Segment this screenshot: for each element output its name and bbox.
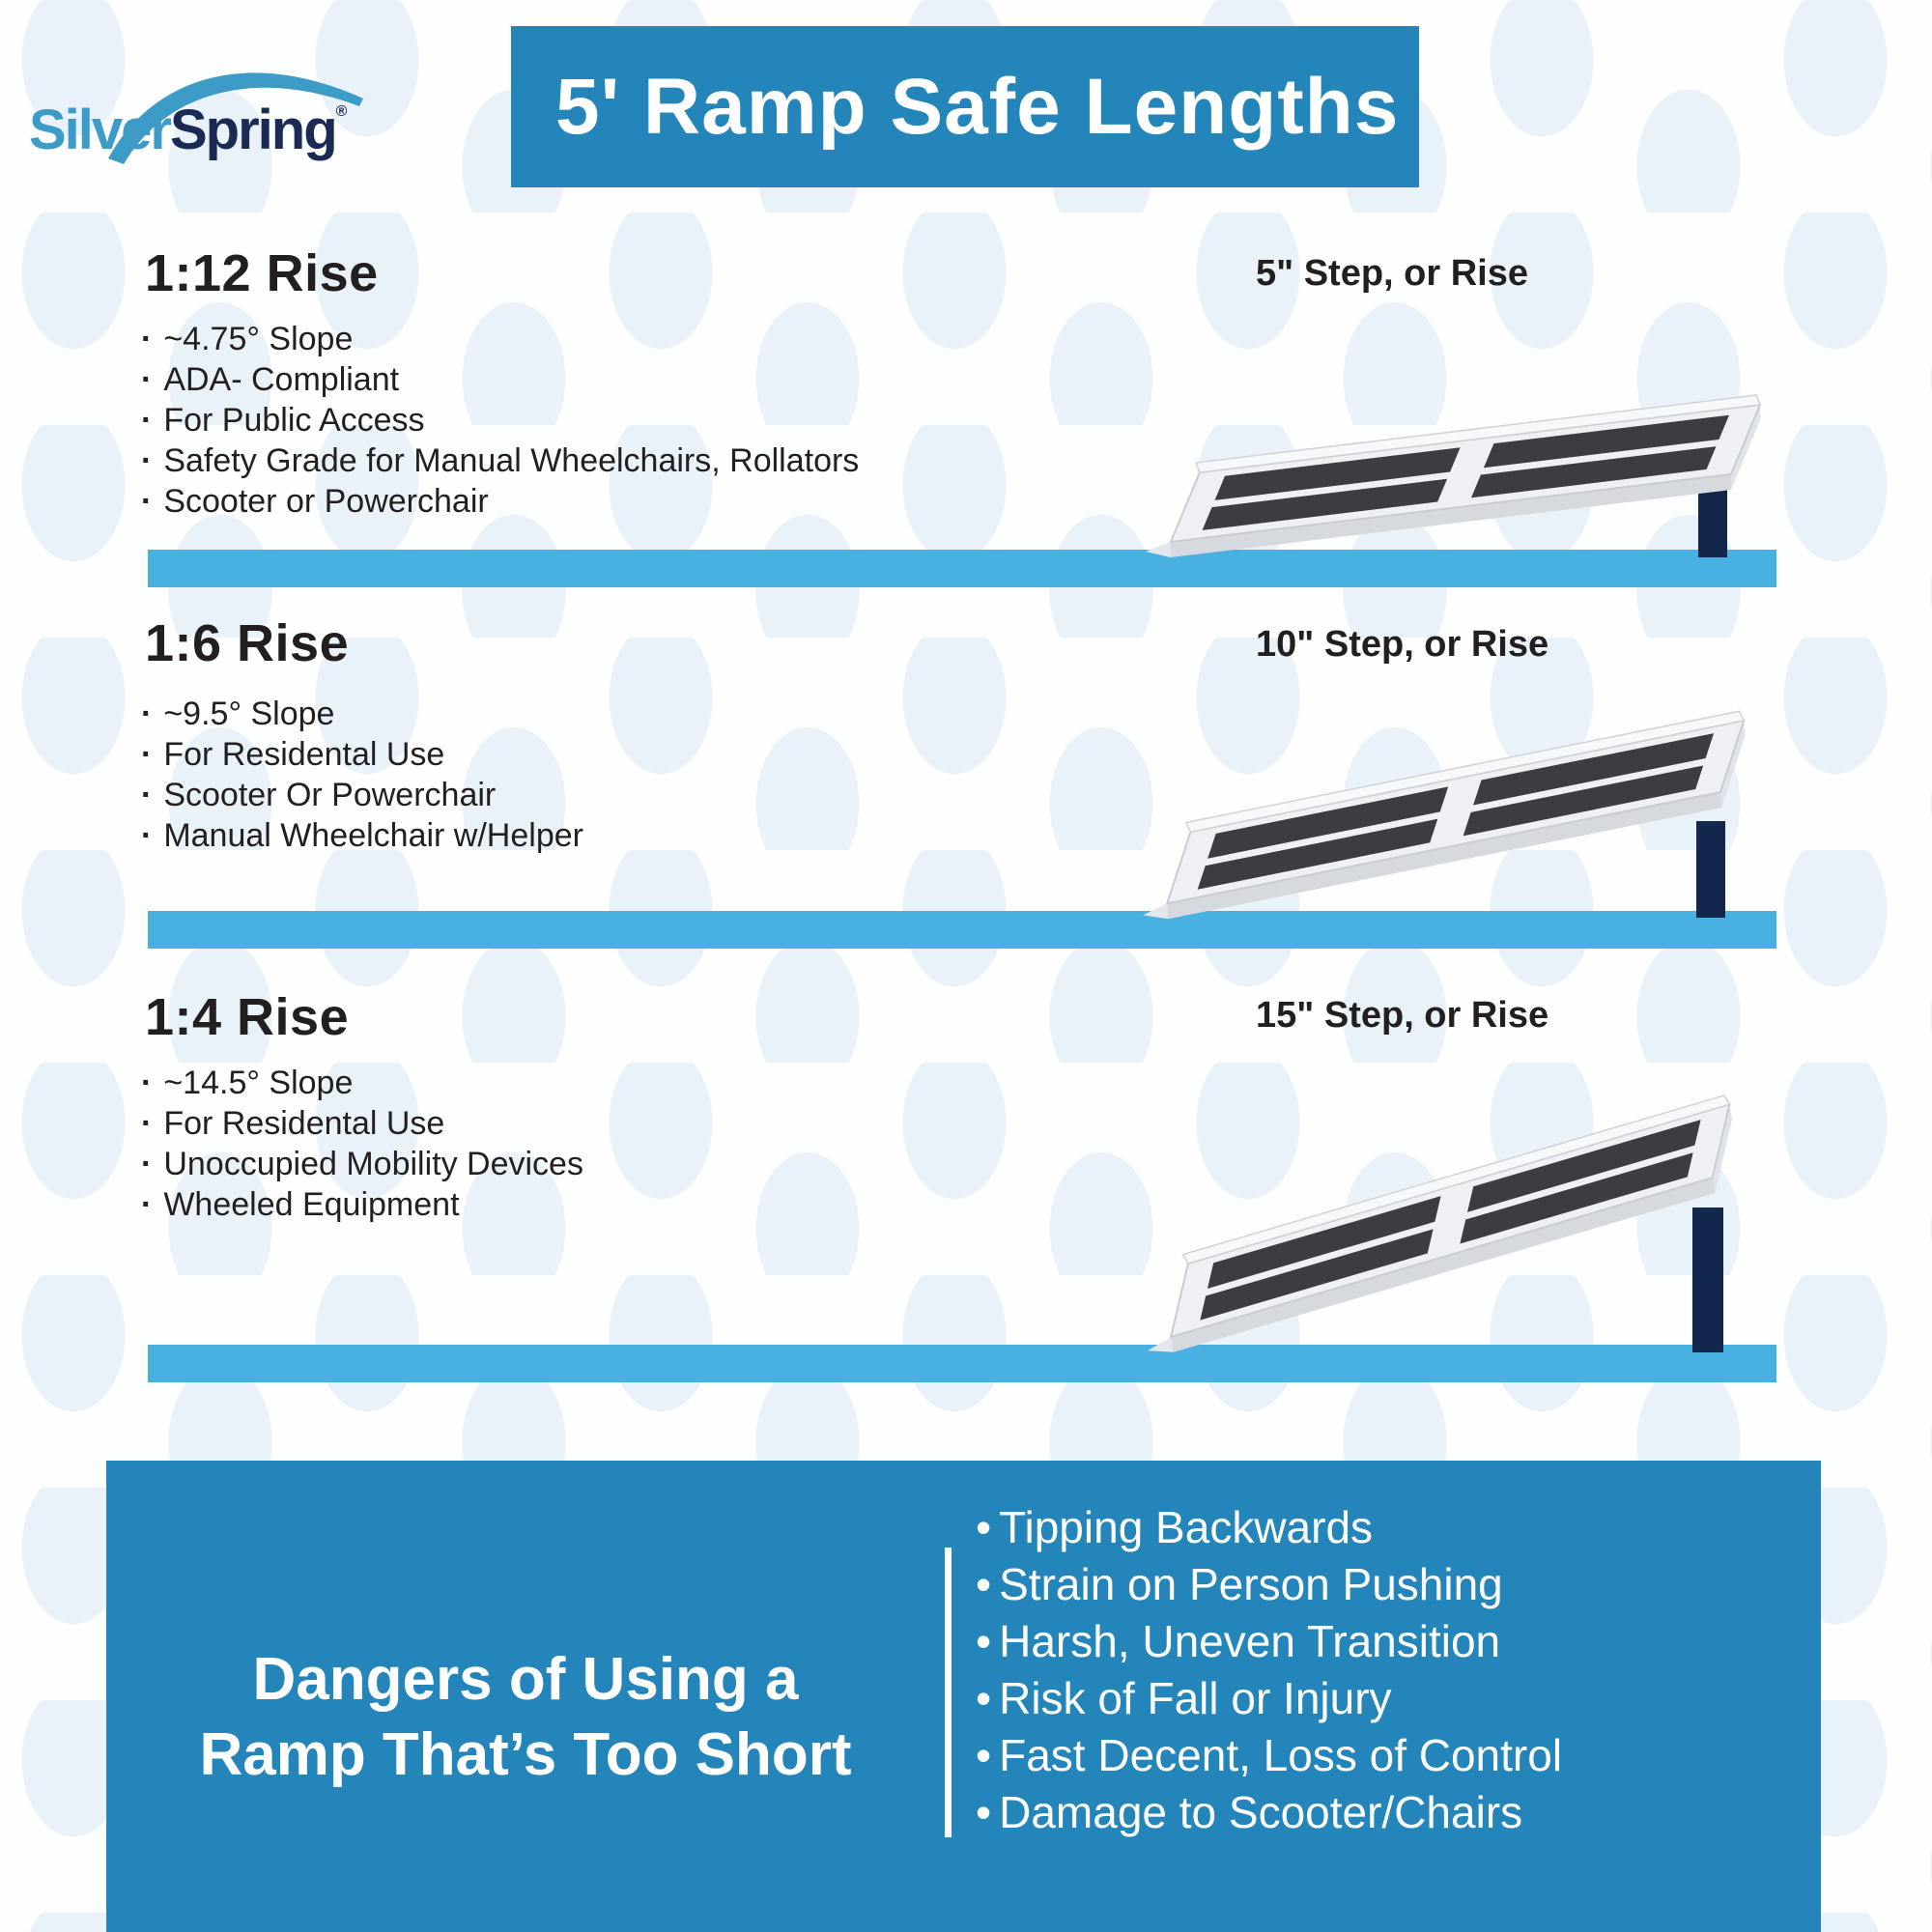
page-title: 5' Ramp Safe Lengths bbox=[555, 62, 1400, 151]
bullet-text: For Public Access bbox=[163, 402, 425, 439]
bullet-dot: • bbox=[976, 1787, 992, 1837]
bullet-dot: · bbox=[141, 696, 153, 732]
section-2-step-label: 10" Step, or Rise bbox=[1256, 624, 1549, 665]
danger-heading-line1: Dangers of Using a bbox=[252, 1646, 799, 1713]
bullet-dot: · bbox=[141, 777, 153, 813]
list-item bbox=[141, 440, 859, 481]
bullet-dot: · bbox=[141, 1105, 153, 1142]
logo-registered-mark: ® bbox=[335, 103, 346, 120]
bullet-text: Strain on Person Pushing bbox=[999, 1559, 1503, 1609]
danger-bullet-list bbox=[976, 1499, 1562, 1841]
bullet-text: ~4.75° Slope bbox=[163, 321, 354, 357]
section-3-heading: 1:4 Rise bbox=[145, 988, 350, 1046]
bullet-text: For Residental Use bbox=[163, 1105, 445, 1142]
bullet-dot: · bbox=[141, 817, 153, 854]
list-item bbox=[141, 694, 583, 734]
bullet-dot: · bbox=[141, 483, 153, 520]
list-item bbox=[976, 1670, 1562, 1727]
list-item bbox=[141, 400, 859, 440]
bullet-text: Scooter Or Powerchair bbox=[163, 777, 497, 813]
list-item bbox=[141, 1103, 583, 1144]
bullet-dot: · bbox=[141, 736, 153, 773]
list-item bbox=[141, 1063, 583, 1103]
title-banner bbox=[511, 26, 1419, 187]
bullet-dot: · bbox=[141, 1065, 153, 1101]
bullet-text: For Residental Use bbox=[163, 736, 445, 773]
section-2-heading: 1:6 Rise bbox=[145, 614, 350, 672]
danger-heading-line2: Ramp That’s Too Short bbox=[199, 1721, 852, 1788]
bullet-text: Wheeled Equipment bbox=[163, 1186, 460, 1223]
logo-part-spring: Spring bbox=[170, 99, 336, 161]
list-item bbox=[141, 815, 583, 856]
bullet-text: Tipping Backwards bbox=[999, 1502, 1374, 1552]
bullet-text: Risk of Fall or Injury bbox=[999, 1673, 1392, 1723]
logo-text bbox=[29, 99, 348, 161]
bullet-dot: • bbox=[976, 1502, 992, 1552]
bullet-text: Manual Wheelchair w/Helper bbox=[163, 817, 583, 854]
vertical-divider bbox=[945, 1548, 952, 1837]
list-item bbox=[141, 1184, 583, 1225]
list-item bbox=[141, 319, 859, 359]
bullet-text: Fast Decent, Loss of Control bbox=[999, 1730, 1563, 1780]
danger-panel-heading bbox=[106, 1642, 945, 1793]
danger-panel bbox=[106, 1461, 1821, 1932]
bullet-text: ~14.5° Slope bbox=[163, 1065, 354, 1101]
ramp-illustration-1-6 bbox=[1122, 570, 1799, 976]
list-item bbox=[141, 1144, 583, 1184]
bullet-dot: • bbox=[976, 1730, 992, 1780]
bullet-dot: · bbox=[141, 361, 153, 398]
list-item bbox=[141, 481, 859, 522]
list-item bbox=[141, 775, 583, 815]
section-1-step-label: 5" Step, or Rise bbox=[1256, 253, 1528, 294]
section-3-bullet-list bbox=[141, 1063, 583, 1225]
list-item bbox=[976, 1727, 1562, 1784]
section-2-bullet-list bbox=[141, 694, 583, 856]
bullet-text: Scooter or Powerchair bbox=[163, 483, 489, 520]
bullet-text: Harsh, Uneven Transition bbox=[999, 1616, 1501, 1666]
bullet-dot: · bbox=[141, 1186, 153, 1223]
bullet-text: Safety Grade for Manual Wheelchairs, Rollators bbox=[163, 442, 860, 479]
bullet-text: Damage to Scooter/Chairs bbox=[999, 1787, 1523, 1837]
ramp-illustration-1-4 bbox=[1116, 955, 1792, 1361]
logo-part-silver: Silver bbox=[29, 99, 170, 161]
list-item bbox=[976, 1499, 1562, 1556]
bullet-dot: • bbox=[976, 1559, 992, 1609]
list-item bbox=[976, 1613, 1562, 1670]
bullet-text: ~9.5° Slope bbox=[163, 696, 335, 732]
section-1-bullet-list bbox=[141, 319, 859, 522]
list-item bbox=[976, 1784, 1562, 1841]
bullet-dot: · bbox=[141, 402, 153, 439]
bullet-dot: · bbox=[141, 1146, 153, 1182]
bullet-dot: · bbox=[141, 442, 153, 479]
section-3-step-label: 15" Step, or Rise bbox=[1256, 995, 1549, 1036]
bullet-dot: · bbox=[141, 321, 153, 357]
bullet-dot: • bbox=[976, 1616, 992, 1666]
bullet-dot: • bbox=[976, 1673, 992, 1723]
section-1-heading: 1:12 Rise bbox=[145, 244, 379, 302]
bullet-text: ADA- Compliant bbox=[163, 361, 400, 398]
list-item bbox=[141, 359, 859, 400]
list-item bbox=[976, 1556, 1562, 1613]
bullet-text: Unoccupied Mobility Devices bbox=[163, 1146, 583, 1182]
list-item bbox=[141, 734, 583, 775]
silverspring-logo bbox=[27, 44, 375, 170]
